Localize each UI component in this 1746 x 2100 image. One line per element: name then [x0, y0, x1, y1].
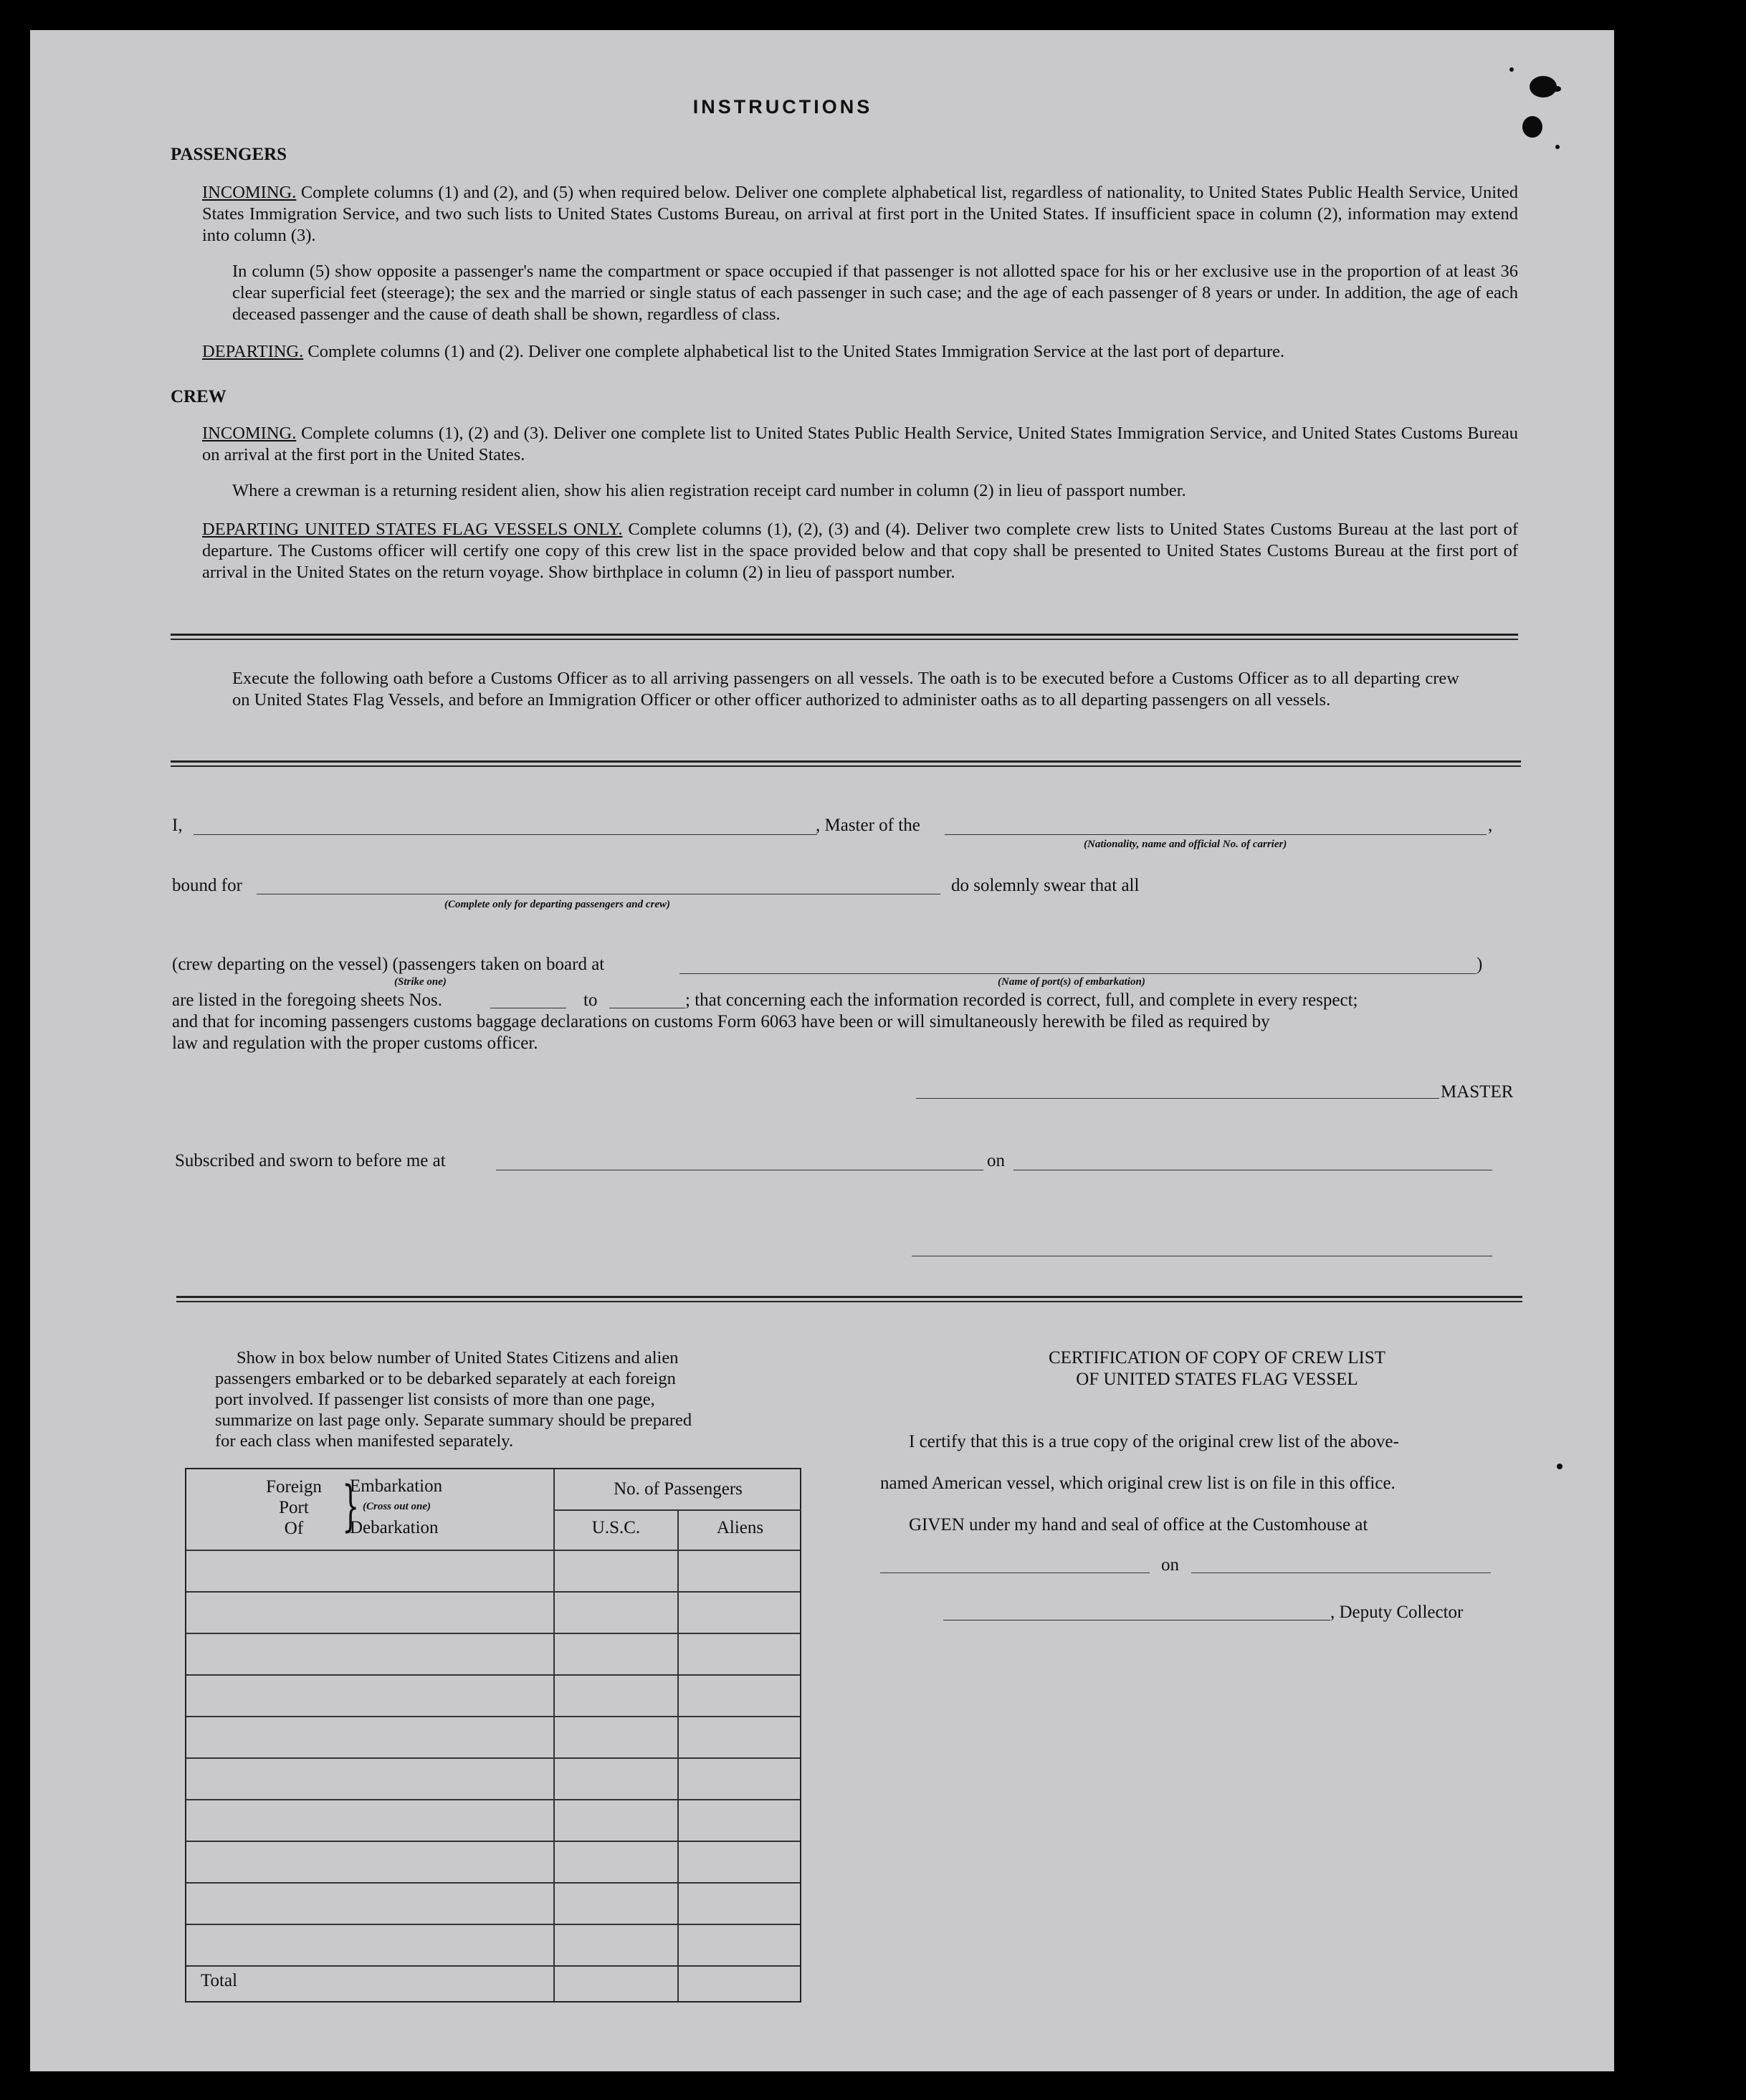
row-line	[186, 1591, 800, 1593]
passenger-summary-table	[185, 1468, 801, 2003]
crew-incoming-label: INCOMING.	[202, 424, 297, 443]
sheets-prefix-label: are listed in the foregoing sheets Nos.	[172, 991, 442, 1010]
certification-title-line: CERTIFICATION OF COPY OF CREW LIST	[1048, 1348, 1386, 1368]
summary-line: for each class when manifested separately.	[215, 1431, 514, 1451]
usc-header: U.S.C.	[591, 1518, 641, 1537]
crew-departing-label: DEPARTING UNITED STATES FLAG VESSELS ONLY.	[202, 520, 623, 539]
aliens-header: Aliens	[716, 1518, 764, 1537]
carrier-caption: (Nationality, name and official No. of carrier)	[1084, 839, 1287, 850]
ink-blot	[1509, 67, 1514, 72]
summary-line: Show in box below number of United States Citizens and alien	[237, 1348, 679, 1368]
swear-label: do solemnly swear that all	[951, 876, 1140, 895]
divider-rule	[176, 1301, 1522, 1302]
summary-instructions	[215, 1347, 803, 1451]
summary-line: port involved. If passenger list consists of more than one page,	[215, 1390, 655, 1409]
to-label: to	[583, 991, 598, 1010]
passengers-column5-paragraph: In column (5) show opposite a passenger's name the compartment or space occupied if that passenger is not allotted space for his or her exclusive use in the proportion of at least 36 clear superficial feet (steerage); the sex and the married or single status of each passenger in such case; and the age of each passenger of 8 years or under. In addition, the age of each deceased passenger and the cause of death shall be shown, regardless of class.	[232, 262, 1518, 324]
passengers-incoming-label: INCOMING.	[202, 183, 297, 202]
master-label: MASTER	[1441, 1082, 1514, 1102]
summary-line: passengers embarked or to be debarked separately at each foreign	[215, 1369, 676, 1388]
row-line	[186, 1633, 800, 1634]
bound-for-label: bound for	[172, 876, 242, 895]
crew-incoming-text: Complete columns (1), (2) and (3). Deliver one complete list to United States Public Health Service, United States Immigration Service, and United States Customs Bureau on arrival at the first port in the United States.	[202, 424, 1518, 464]
oath-line2: and that for incoming passengers customs baggage declarations on customs Form 6063 have been or will simultaneously herewith be filed as required by	[172, 1012, 1270, 1031]
carrier-field[interactable]	[945, 834, 1487, 835]
certification-date-field[interactable]	[1191, 1572, 1491, 1573]
passengers-incoming-text: Complete columns (1) and (2), and (5) when required below. Deliver one complete alphabetical list, regardless of nationality, to United States Public Health Service, United States Immigration Service, and two such lists to United States Customs Bureau, on arrival at first port in the United States. If insufficient space in column (2), information may extend into column (3).	[202, 183, 1519, 245]
comma-label: ,	[1488, 816, 1493, 835]
row-line	[186, 1965, 800, 1967]
crew-departing-text: Complete columns (1), (2), (3) and (4). Deliver two complete crew lists to United States Customs Bureau at the last port of departure. The Customs officer will certify one copy of this crew list in the space provided below and that copy shall be presented to United States Customs Bureau at the first port of arrival in the United States on the return voyage. Show birthplace in column (2) in lieu of passport number.	[202, 520, 1518, 582]
subscribed-label: Subscribed and sworn to before me at	[175, 1151, 446, 1170]
divider-rule	[176, 1296, 1522, 1298]
ink-blot	[1552, 86, 1561, 92]
sheets-rest-label: ; that concerning each the information recorded is correct, full, and complete in every respect;	[685, 991, 1358, 1010]
ink-blot	[1557, 1464, 1563, 1469]
row-line	[186, 1924, 800, 1925]
customhouse-field[interactable]	[880, 1572, 1150, 1573]
column-divider	[677, 1509, 679, 2001]
of-label: Of	[284, 1519, 304, 1538]
passengers-departing-label: DEPARTING.	[202, 342, 304, 361]
crew-heading: CREW	[171, 387, 226, 406]
deputy-collector-label: , Deputy Collector	[1330, 1603, 1464, 1622]
no-passengers-header: No. of Passengers	[614, 1479, 743, 1499]
ink-blot	[1555, 145, 1560, 149]
row-line	[186, 1757, 800, 1759]
ports-field[interactable]	[679, 973, 1477, 974]
passengers-departing-text: Complete columns (1) and (2). Deliver one complete alphabetical list to the United States Immigration Service at the last port of departure.	[307, 342, 1285, 361]
crew-departing-paragraph	[202, 519, 1518, 583]
instructions-title: INSTRUCTIONS	[692, 96, 873, 118]
port-label: Port	[279, 1498, 309, 1517]
total-label: Total	[201, 1971, 238, 1990]
row-line	[186, 1550, 800, 1551]
bound-for-caption: (Complete only for departing passengers and crew)	[444, 899, 670, 910]
certification-on-label: on	[1161, 1555, 1179, 1575]
foreign-label: Foreign	[266, 1477, 322, 1497]
divider-rule	[171, 639, 1518, 640]
passengers-departing-paragraph	[202, 341, 1518, 363]
divider-rule	[171, 760, 1521, 763]
deputy-signature-field[interactable]	[943, 1620, 1330, 1621]
row-line	[186, 1841, 800, 1842]
strike-caption: (Strike one)	[394, 976, 447, 988]
close-paren-label: )	[1477, 955, 1483, 974]
oath-line3: law and regulation with the proper customs officer.	[172, 1034, 538, 1053]
crew-resident-paragraph: Where a crewman is a returning resident alien, show his alien registration receipt card number in column (2) in lieu of passport number.	[232, 481, 1186, 500]
header-divider	[553, 1509, 801, 1511]
summary-line: summarize on last page only. Separate summary should be prepared	[215, 1411, 692, 1430]
certification-title-line: OF UNITED STATES FLAG VESSEL	[1076, 1370, 1358, 1389]
row-line	[186, 1882, 800, 1884]
form-page	[30, 30, 1614, 2071]
crew-passengers-label: (crew departing on the vessel) (passengers taken on board at	[172, 955, 605, 974]
divider-rule	[171, 634, 1518, 636]
row-line	[186, 1674, 800, 1676]
ink-blot	[1522, 116, 1542, 138]
certification-title	[959, 1347, 1475, 1390]
foreign-port-of-header	[251, 1476, 337, 1539]
embarkation-label: Embarkation	[350, 1476, 443, 1496]
divider-rule	[171, 765, 1521, 767]
row-line	[186, 1716, 800, 1717]
crew-incoming-paragraph	[202, 423, 1518, 466]
certification-line2: named American vessel, which original crew list is on file in this office.	[880, 1474, 1396, 1493]
master-signature-field[interactable]	[916, 1098, 1439, 1099]
brace-icon: }	[342, 1474, 360, 1537]
ports-caption: (Name of port(s) of embarkation)	[998, 976, 1145, 988]
passengers-heading: PASSENGERS	[171, 145, 287, 164]
row-line	[186, 1799, 800, 1800]
master-of-label: , Master of the	[816, 816, 920, 835]
master-name-field[interactable]	[194, 834, 817, 835]
oath-instruction-paragraph: Execute the following oath before a Customs Officer as to all arriving passengers on all vessels. The oath is to be executed before a Customs Officer as to all departing crew on United States Flag Vessels, and before an Immigration Officer or other officer authorized to administer oaths as to all departing passengers on all vessels.	[232, 669, 1459, 710]
certification-line3: GIVEN under my hand and seal of office at the Customhouse at	[909, 1515, 1368, 1535]
debarkation-label: Debarkation	[350, 1518, 439, 1537]
subscribed-on-label: on	[987, 1151, 1005, 1170]
certification-line1: I certify that this is a true copy of the original crew list of the above-	[909, 1432, 1399, 1451]
passengers-incoming-paragraph	[202, 182, 1518, 247]
cross-out-caption: (Cross out one)	[363, 1501, 431, 1512]
oath-i-label: I,	[172, 816, 183, 835]
